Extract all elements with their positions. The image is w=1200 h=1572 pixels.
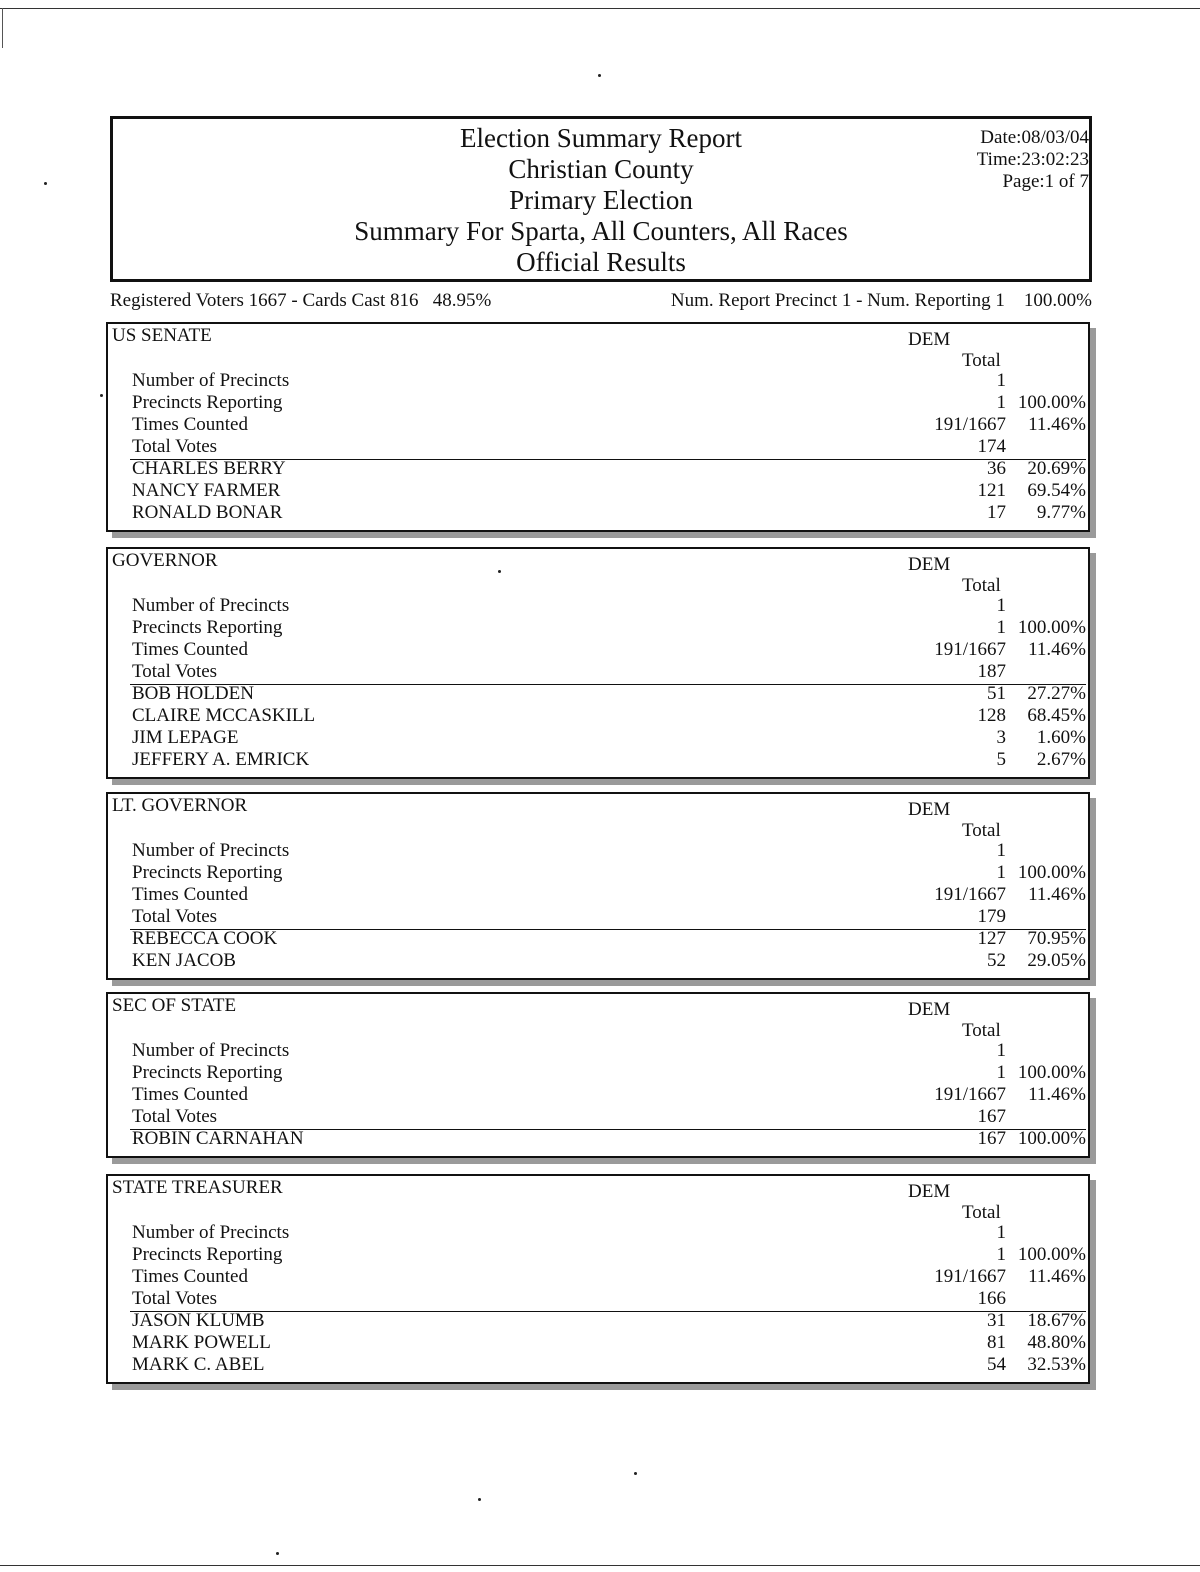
total-column-header: Total: [962, 575, 1001, 596]
report-scope: Summary For Sparta, All Counters, All Races: [354, 216, 848, 246]
stat-row-label: Times Counted: [132, 1266, 248, 1287]
candidate-row: [108, 749, 1088, 771]
candidate-row-label: REBECCA COOK: [132, 928, 278, 949]
stat-row-pct: 100.00%: [1017, 1244, 1086, 1265]
candidate-row: [108, 928, 1088, 950]
candidate-row-pct: 9.77%: [1036, 502, 1086, 523]
candidate-row: [108, 1332, 1088, 1354]
race-title: LT. GOVERNOR: [112, 795, 248, 816]
candidate-row: [108, 1354, 1088, 1376]
stat-row: [108, 595, 1088, 617]
report-header: [110, 116, 1092, 282]
candidate-row-label: BOB HOLDEN: [132, 683, 254, 704]
candidate-row: [108, 950, 1088, 972]
stat-row-label: Total Votes: [132, 906, 218, 927]
stat-row-value: 166: [977, 1288, 1006, 1309]
stat-row: [108, 414, 1088, 436]
scan-speck: [276, 1552, 279, 1555]
candidate-row-pct: 48.80%: [1027, 1332, 1086, 1353]
county-name: Christian County: [508, 154, 694, 184]
stat-row-label: Precincts Reporting: [132, 862, 283, 883]
scan-edge-top: [0, 8, 1200, 9]
stat-row-value: 191/1667: [934, 639, 1006, 660]
scan-edge-bottom: [0, 1565, 1200, 1566]
stat-row-value: 179: [977, 906, 1006, 927]
party-column-header: DEM: [908, 999, 951, 1020]
stat-row-value: 1: [996, 617, 1006, 638]
stat-row-value: 187: [977, 661, 1006, 682]
candidate-row-value: 51: [987, 683, 1006, 704]
report-time: Time:23:02:23: [976, 149, 1089, 170]
candidate-row-value: 81: [987, 1332, 1006, 1353]
report-title-block: [113, 123, 1089, 278]
candidate-row-pct: 68.45%: [1027, 705, 1086, 726]
candidate-row-pct: 20.69%: [1027, 458, 1086, 479]
total-column-header: Total: [962, 820, 1001, 841]
stat-row-pct: 11.46%: [1028, 1266, 1086, 1287]
candidate-row-pct: 27.27%: [1027, 683, 1086, 704]
stat-row-value: 1: [996, 840, 1006, 861]
candidate-row-pct: 18.67%: [1027, 1310, 1086, 1331]
candidate-row-value: 5: [996, 749, 1006, 770]
stat-row: [108, 1244, 1088, 1266]
candidate-row-value: 167: [977, 1128, 1006, 1149]
candidate-row-label: CLAIRE MCCASKILL: [132, 705, 316, 726]
candidate-row: [108, 727, 1088, 749]
candidate-row-pct: 32.53%: [1027, 1354, 1086, 1375]
candidate-row-label: NANCY FARMER: [132, 480, 281, 501]
race-title: US SENATE: [112, 325, 212, 346]
stat-row-value: 1: [996, 1062, 1006, 1083]
race-title: STATE TREASURER: [112, 1177, 283, 1198]
stat-row-label: Times Counted: [132, 884, 248, 905]
scan-speck: [44, 182, 47, 185]
stat-row: [108, 370, 1088, 392]
stat-row-value: 1: [996, 595, 1006, 616]
race-section: [106, 792, 1090, 980]
stat-row-pct: 100.00%: [1017, 862, 1086, 883]
stat-row-pct: 100.00%: [1017, 392, 1086, 413]
report-meta: [977, 127, 1089, 193]
stat-row-value: 1: [996, 1244, 1006, 1265]
candidate-row: [108, 502, 1088, 524]
candidate-row: [108, 458, 1088, 480]
candidate-row-label: JASON KLUMB: [132, 1310, 265, 1331]
stat-row-label: Times Counted: [132, 1084, 248, 1105]
stat-row-label: Number of Precincts: [132, 1222, 290, 1243]
candidate-row-label: ROBIN CARNAHAN: [132, 1128, 304, 1149]
candidate-row-label: RONALD BONAR: [132, 502, 283, 523]
report-date: Date:08/03/04: [980, 127, 1089, 148]
stat-row-value: 174: [977, 436, 1006, 457]
registered-voters-summary: Registered Voters 1667 - Cards Cast 816 48.95%: [110, 290, 492, 311]
stat-row: [108, 1106, 1088, 1128]
stat-row-value: 191/1667: [934, 414, 1006, 435]
stat-row-value: 1: [996, 862, 1006, 883]
stat-row-label: Total Votes: [132, 436, 218, 457]
stat-row-value: 1: [996, 1222, 1006, 1243]
stat-row-value: 167: [977, 1106, 1006, 1127]
candidate-row-pct: 70.95%: [1027, 928, 1086, 949]
stat-row-value: 1: [996, 1040, 1006, 1061]
candidate-row-value: 17: [987, 502, 1006, 523]
candidate-row-pct: 1.60%: [1036, 727, 1086, 748]
candidate-row-label: MARK C. ABEL: [132, 1354, 265, 1375]
party-column-header: DEM: [908, 554, 951, 575]
stat-row: [108, 840, 1088, 862]
page-number: Page:1 of 7: [1002, 171, 1089, 192]
candidate-row-pct: 69.54%: [1027, 480, 1086, 501]
scan-speck: [100, 394, 103, 397]
stat-row-label: Precincts Reporting: [132, 1062, 283, 1083]
stat-row: [108, 617, 1088, 639]
candidate-row-pct: 2.67%: [1036, 749, 1086, 770]
stat-row: [108, 1062, 1088, 1084]
stat-row-value: 1: [996, 370, 1006, 391]
stat-row: [108, 1040, 1088, 1062]
stat-row: [108, 639, 1088, 661]
stat-row-value: 191/1667: [934, 884, 1006, 905]
stat-row-label: Precincts Reporting: [132, 1244, 283, 1265]
candidate-row: [108, 683, 1088, 705]
stat-row-pct: 11.46%: [1028, 1084, 1086, 1105]
stat-row-value: 1: [996, 392, 1006, 413]
stat-row: [108, 661, 1088, 683]
stat-row-pct: 100.00%: [1017, 1062, 1086, 1083]
stat-row-label: Number of Precincts: [132, 840, 290, 861]
stat-row-label: Precincts Reporting: [132, 392, 283, 413]
party-column-header: DEM: [908, 329, 951, 350]
total-column-header: Total: [962, 1202, 1001, 1223]
candidate-row-value: 3: [996, 727, 1006, 748]
stat-row: [108, 392, 1088, 414]
stat-row-label: Total Votes: [132, 1106, 218, 1127]
candidate-row-value: 31: [987, 1310, 1006, 1331]
race-section: [106, 322, 1090, 532]
candidate-row-label: MARK POWELL: [132, 1332, 271, 1353]
candidate-row-value: 52: [987, 950, 1006, 971]
scan-edge-left: [2, 8, 3, 48]
results-status: Official Results: [516, 247, 686, 277]
stat-row-label: Total Votes: [132, 1288, 218, 1309]
candidate-row-label: JIM LEPAGE: [132, 727, 239, 748]
race-title: GOVERNOR: [112, 550, 218, 571]
stat-row-pct: 11.46%: [1028, 414, 1086, 435]
candidate-row: [108, 1128, 1088, 1150]
stat-row: [108, 862, 1088, 884]
stat-row-label: Times Counted: [132, 639, 248, 660]
scan-speck: [478, 1498, 481, 1501]
stat-row-label: Number of Precincts: [132, 370, 290, 391]
stat-row-label: Total Votes: [132, 661, 218, 682]
party-column-header: DEM: [908, 1181, 951, 1202]
candidate-row: [108, 480, 1088, 502]
candidate-row-pct: 100.00%: [1017, 1128, 1086, 1149]
election-type: Primary Election: [509, 185, 693, 215]
candidate-row-label: JEFFERY A. EMRICK: [132, 749, 310, 770]
precinct-reporting-summary: Num. Report Precinct 1 - Num. Reporting 1 100.00%: [670, 290, 1092, 311]
party-column-header: DEM: [908, 799, 951, 820]
stat-row-label: Times Counted: [132, 414, 248, 435]
stat-row: [108, 1266, 1088, 1288]
race-section: [106, 1174, 1090, 1384]
stat-row-pct: 100.00%: [1017, 617, 1086, 638]
candidate-row-label: KEN JACOB: [132, 950, 236, 971]
total-column-header: Total: [962, 350, 1001, 371]
scan-speck: [598, 74, 601, 77]
candidate-row: [108, 705, 1088, 727]
scan-speck: [634, 1472, 637, 1475]
candidate-row: [108, 1310, 1088, 1332]
stat-row: [108, 436, 1088, 458]
stat-row-label: Precincts Reporting: [132, 617, 283, 638]
candidate-row-value: 54: [987, 1354, 1006, 1375]
candidate-row-value: 128: [977, 705, 1006, 726]
candidate-row-pct: 29.05%: [1027, 950, 1086, 971]
stat-row: [108, 1288, 1088, 1310]
candidate-row-value: 121: [977, 480, 1006, 501]
stat-row: [108, 884, 1088, 906]
race-section: [106, 547, 1090, 779]
candidate-row-value: 36: [987, 458, 1006, 479]
stat-row-value: 191/1667: [934, 1084, 1006, 1105]
stat-row-pct: 11.46%: [1028, 639, 1086, 660]
report-title: Election Summary Report: [460, 123, 742, 153]
stat-row-label: Number of Precincts: [132, 1040, 290, 1061]
race-title: SEC OF STATE: [112, 995, 237, 1016]
stat-row-label: Number of Precincts: [132, 595, 290, 616]
race-section: [106, 992, 1090, 1158]
stat-row: [108, 1084, 1088, 1106]
candidate-row-label: CHARLES BERRY: [132, 458, 286, 479]
stat-row: [108, 1222, 1088, 1244]
total-column-header: Total: [962, 1020, 1001, 1041]
candidate-row-value: 127: [977, 928, 1006, 949]
stat-row: [108, 906, 1088, 928]
stat-row-value: 191/1667: [934, 1266, 1006, 1287]
stat-row-pct: 11.46%: [1028, 884, 1086, 905]
voter-summary: [110, 290, 1092, 316]
